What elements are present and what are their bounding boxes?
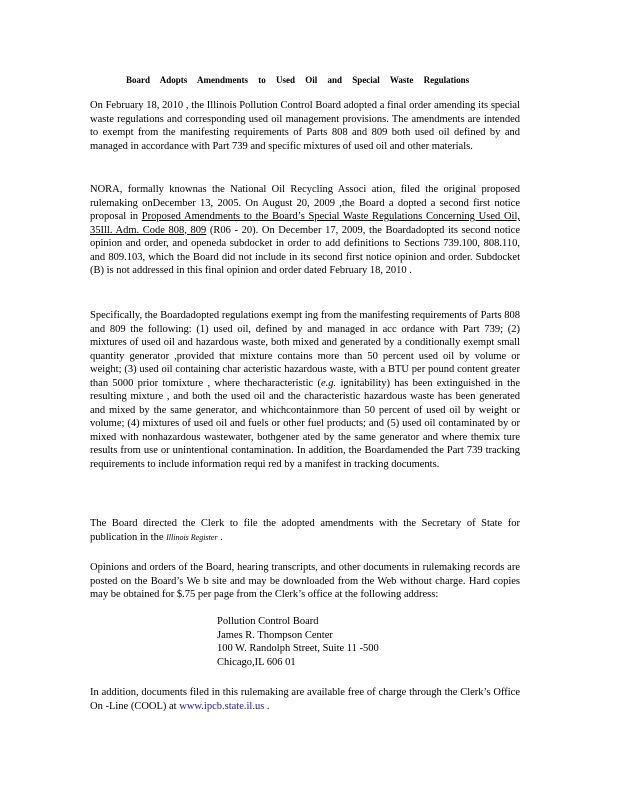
paragraph-text: On February 18, 2010 , the Illinois Pollution Control Board adopted a final order amending its special waste regulations and corresponding used oil management provisions. The amendments are intended to exempt from the manifesting requirements of Parts 808 and 809 both used oil defined by and managed in accordance with Part 739 and specific mixtures of used oil and other materials. <box>90 100 520 152</box>
text-span: NORA, formally knownas the National Oil Recycling Associ ation, filed the original proposed rulemaking onDecember 13, 2005. On August 20, 2009 ,the Board a dopted a second first notice proposal in <box>90 184 520 222</box>
text-span: . <box>217 531 223 543</box>
paragraph-publication <box>90 517 520 544</box>
text-span: ignitability) has been extinguished in the resulting mixture , and both the used oil and the characteristic hazardous waste has been generated and mixed by the same generator, and whichcontainmore than 50 percent of used oil by weight or volume; (4) mixtures of used oil and fuels or other fuel products; and (5) used oil contaminated by or mixed with nonhazardous wastewater, bothgener ated by the same generator and where themix ture results from use or unintentional contamination. In addition, the Boardamended the Part 739 tracking requirements to include information requi red by a manifest in tracking documents. <box>90 377 521 470</box>
paragraph-text <box>90 517 520 544</box>
text-span: Specifically, the Boardadopted regulations exempt ing from the manifesting requirements of Parts 808 and 809 the following: (1) used oil, defined by and managed in acc ordance with Part 739; (2) mixtures of used oil and hazardous waste, both mixed and generated by a conditionally exempt small quantity generator ,provided that mixture contains more than 50 percent used oil by volume or weight; (3) used oil containing char acteristic hazardous waste, with a BTU per pound content greater than 5000 prior tomixture , where thecharacteristic ( <box>90 310 520 389</box>
text-span: . <box>264 700 270 712</box>
text-span: In addition, documents filed in this rulemaking are available free of charge through the Clerk’s Office On -Line (COOL) at <box>90 687 520 712</box>
website-link[interactable]: www.ipcb.state.il.us <box>179 700 265 712</box>
paragraph-text <box>90 183 520 278</box>
text-span: (R06 - 20). On December 17, 2009, the Boardadopted its second notice opinion and order, and openeda subdocket in order to add definitions to Sections 739.100, 808.110, and 809.103, which the Board did not include in its second first notice opinion and order. Subdocket (B) is not addressed in this final opinion and order dated February 18, 2010 . <box>90 224 520 276</box>
paragraph-exemptions <box>90 309 520 471</box>
document-title: Board Adopts Amendments to Used Oil and Special Waste Regulations <box>126 75 470 85</box>
paragraph-order-summary <box>90 99 520 153</box>
paragraph-text: Opinions and orders of the Board, hearing transcripts, and other documents in rulemaking records are posted on the Board’s We b site and may be downloaded from the Web without charge. Hard copies may be obtained for $.75 per page from the Clerk’s office at the following address: <box>90 562 520 600</box>
paragraph-text <box>90 686 520 713</box>
paragraph-cool <box>90 686 520 713</box>
paragraph-availability <box>90 561 520 602</box>
paragraph-procedural-history <box>90 183 520 278</box>
mailing-address <box>217 615 379 669</box>
address-line: 100 W. Randolph Street, Suite 11 -500 <box>217 643 379 654</box>
paragraph-text <box>90 309 520 471</box>
address-line: James R. Thompson Center <box>217 629 333 641</box>
address-line: Pollution Control Board <box>217 616 319 627</box>
text-span: The Board directed the Clerk to file the adopted amendments with the Secretary of State for publication in the <box>90 518 520 543</box>
address-line: Chicago,IL 606 01 <box>217 656 296 668</box>
illinois-register: Illinois Register <box>166 532 218 542</box>
eg-abbreviation: e.g. <box>320 377 337 389</box>
rulemaking-title: Proposed Amendments to the Board’s Special Waste Regulations Concerning Used Oil, 35Ill. Adm. Code 808, 809 <box>90 211 520 236</box>
